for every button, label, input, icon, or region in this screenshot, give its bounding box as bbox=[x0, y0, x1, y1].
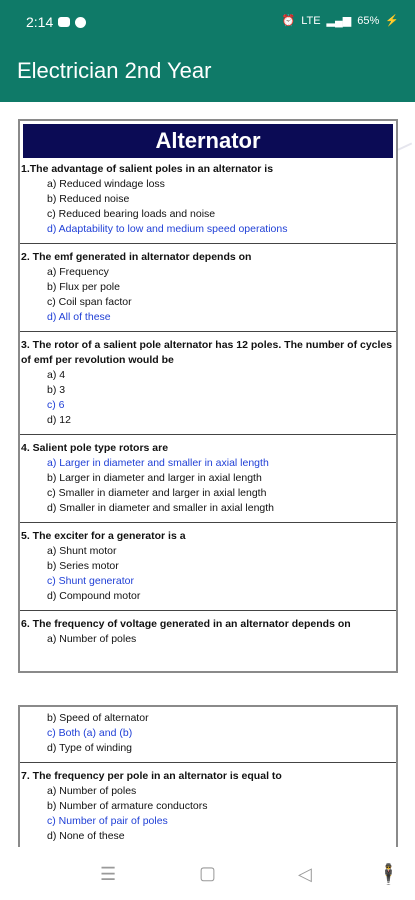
battery-percent: 65% bbox=[357, 14, 380, 27]
question-divider bbox=[20, 331, 396, 332]
question-block bbox=[20, 162, 396, 237]
navigation-bar bbox=[0, 850, 415, 900]
continued-options bbox=[20, 711, 396, 756]
notification-icon bbox=[58, 17, 70, 27]
option: b) Larger in diameter and larger in axial length bbox=[47, 472, 262, 484]
question-block bbox=[20, 529, 396, 604]
option: d) Smaller in diameter and smaller in axial length bbox=[47, 502, 275, 514]
option: a) Number of poles bbox=[47, 785, 137, 797]
option: c) Coil span factor bbox=[47, 296, 132, 308]
option: b) Series motor bbox=[47, 560, 119, 572]
option: c) Reduced bearing loads and noise bbox=[47, 208, 216, 220]
question-block bbox=[20, 338, 396, 428]
option: a) 4 bbox=[47, 369, 66, 381]
answer-option: c) 6 bbox=[47, 399, 65, 411]
option: d) None of these bbox=[47, 830, 125, 842]
question-list-continued bbox=[20, 711, 396, 844]
option: a) Frequency bbox=[47, 266, 109, 278]
option: d) Compound motor bbox=[47, 590, 141, 602]
question-divider bbox=[20, 522, 396, 523]
back-icon[interactable]: ◁ bbox=[298, 864, 312, 884]
question-text: 4. Salient pole type rotors are bbox=[21, 442, 169, 454]
question-text: 6. The frequency of voltage generated in an alternator depends on bbox=[21, 618, 351, 630]
accessibility-icon[interactable]: 🕴 bbox=[376, 864, 401, 886]
question-block bbox=[20, 250, 396, 325]
home-icon[interactable]: ▢ bbox=[199, 863, 217, 883]
page-title: Alternator bbox=[23, 124, 393, 158]
option: d) 12 bbox=[47, 414, 71, 426]
option: a) Reduced windage loss bbox=[47, 178, 165, 190]
answer-option: d) Adaptability to low and medium speed operations bbox=[47, 223, 288, 235]
recents-icon[interactable]: ☰ bbox=[100, 864, 117, 884]
network-type: LTE bbox=[301, 14, 321, 27]
quiz-page-2[interactable] bbox=[18, 705, 398, 847]
quiz-page-1[interactable] bbox=[18, 119, 398, 673]
status-bar bbox=[0, 0, 415, 44]
question-block bbox=[20, 617, 396, 647]
decorative-stroke bbox=[398, 142, 415, 161]
question-text: 2. The emf generated in alternator depends on bbox=[21, 251, 252, 263]
app-bar bbox=[0, 44, 415, 102]
option: a) Shunt motor bbox=[47, 545, 117, 557]
option: a) Number of poles bbox=[47, 633, 137, 645]
status-right bbox=[281, 14, 399, 27]
option: b) Reduced noise bbox=[47, 193, 130, 205]
question-text: 5. The exciter for a generator is a bbox=[21, 530, 186, 542]
question-list bbox=[20, 162, 396, 647]
question-divider bbox=[20, 434, 396, 435]
question-divider bbox=[20, 762, 396, 763]
question-block bbox=[20, 769, 396, 844]
question-text: 3. The rotor of a salient pole alternator has 12 poles. The number of cycles of emf per revolution would be bbox=[21, 339, 393, 366]
option: b) Speed of alternator bbox=[47, 712, 149, 724]
alarm-icon: ⏰ bbox=[281, 15, 296, 27]
option: d) Type of winding bbox=[47, 742, 133, 754]
app-title: Electrician 2nd Year bbox=[17, 58, 212, 83]
option: b) Number of armature conductors bbox=[47, 800, 208, 812]
answer-option: a) Larger in diameter and smaller in axial length bbox=[47, 457, 269, 469]
option: c) Smaller in diameter and larger in axial length bbox=[47, 487, 267, 499]
question-divider bbox=[20, 243, 396, 244]
shield-icon bbox=[75, 17, 86, 28]
option: b) Flux per pole bbox=[47, 281, 120, 293]
question-divider bbox=[20, 610, 396, 611]
question-text: 1.The advantage of salient poles in an alternator is bbox=[21, 163, 274, 175]
answer-option: c) Both (a) and (b) bbox=[47, 727, 133, 739]
answer-option: c) Number of pair of poles bbox=[47, 815, 168, 827]
status-time: 2:14 bbox=[26, 14, 54, 30]
battery-icon: ⚡ bbox=[385, 15, 399, 27]
question-block bbox=[20, 441, 396, 516]
signal-icon: ▂▄▆ bbox=[326, 15, 352, 27]
answer-option: d) All of these bbox=[47, 311, 111, 323]
option: b) 3 bbox=[47, 384, 66, 396]
question-text: 7. The frequency per pole in an alternator is equal to bbox=[21, 770, 282, 782]
answer-option: c) Shunt generator bbox=[47, 575, 134, 587]
